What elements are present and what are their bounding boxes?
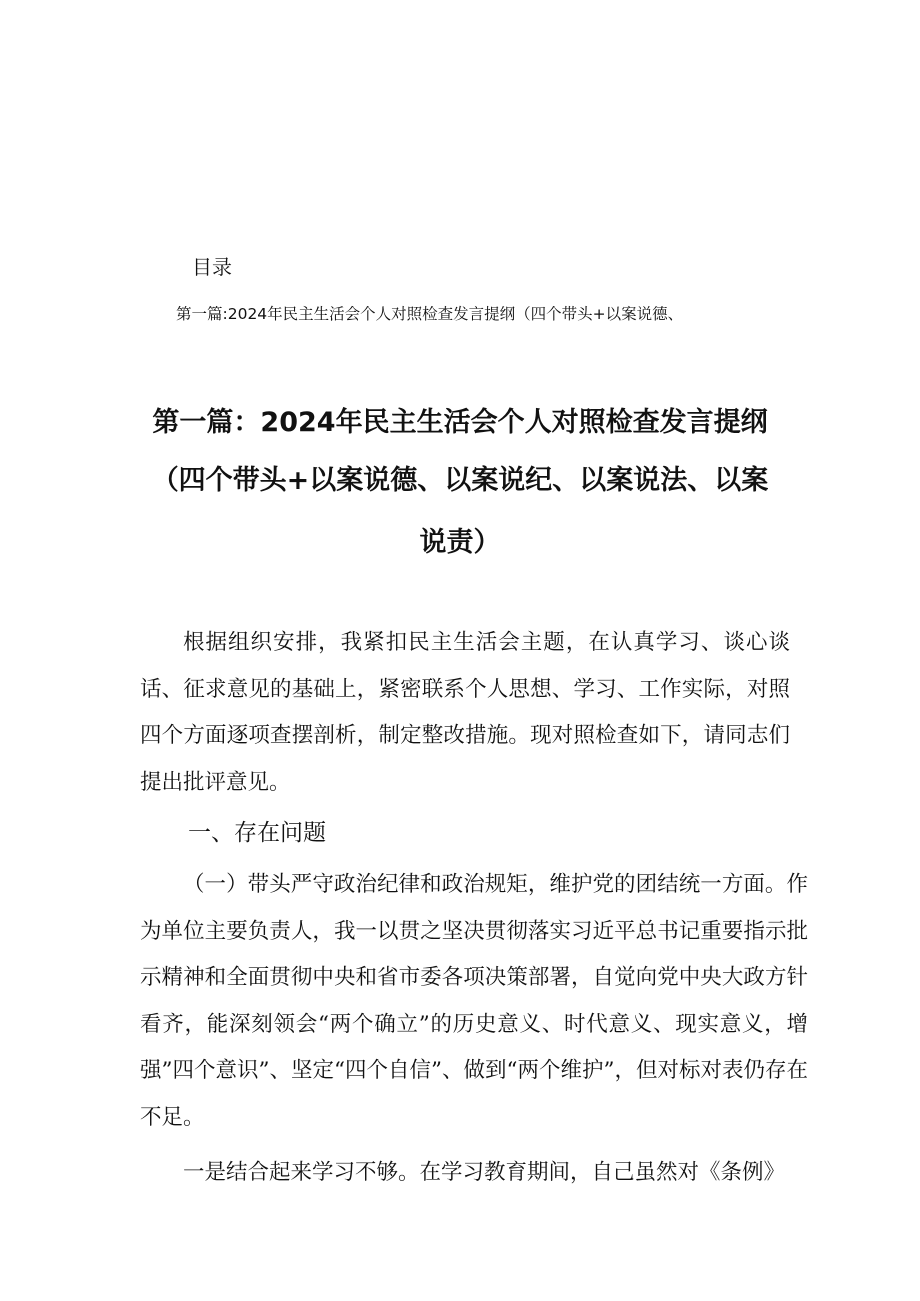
toc-entry[interactable]: 第一篇:2024年民主生活会个人对照检查发言提纲（四个带头+以案说德、 (176, 305, 684, 323)
document-title-line-2: （四个带头+以案说德、以案说纪、以案说法、以案 (151, 465, 769, 496)
body-paragraph: 一是结合起来学习不够。在学习教育期间，自己虽然对《条例》 (183, 1160, 786, 1185)
body-paragraph: （一）带头严守政治纪律和政治规矩，维护党的团结统一方面。作为单位主要负责人，我一以贯之坚决贯彻落实习近平总书记重要指示批示精神和全面贯彻中央和省市委各项决策部署，自觉向党中央大政方针看齐，能深刻领会“两个确立”的历史意义、时代意义、现实意义，增强”四个意识”、坚定“四个自信”、做到“两个维护”，但对标对表仍存在不足。 (140, 872, 808, 1130)
intro-paragraph: 根据组织安排，我紧扣民主生活会主题，在认真学习、谈心谈话、征求意见的基础上，紧密联系个人思想、学习、工作实际，对照四个方面逐项查摆剖析，制定整改措施。现对照检查如下，请同志们提出批评意见。 (140, 630, 790, 795)
document-title-line-3: 说责） (419, 527, 501, 558)
document-title-line-1: 第一篇：2024年民主生活会个人对照检查发言提纲 (152, 407, 768, 438)
toc-heading: 目录 (192, 255, 232, 279)
section-heading-existing-problems: 一、存在问题 (188, 820, 326, 846)
